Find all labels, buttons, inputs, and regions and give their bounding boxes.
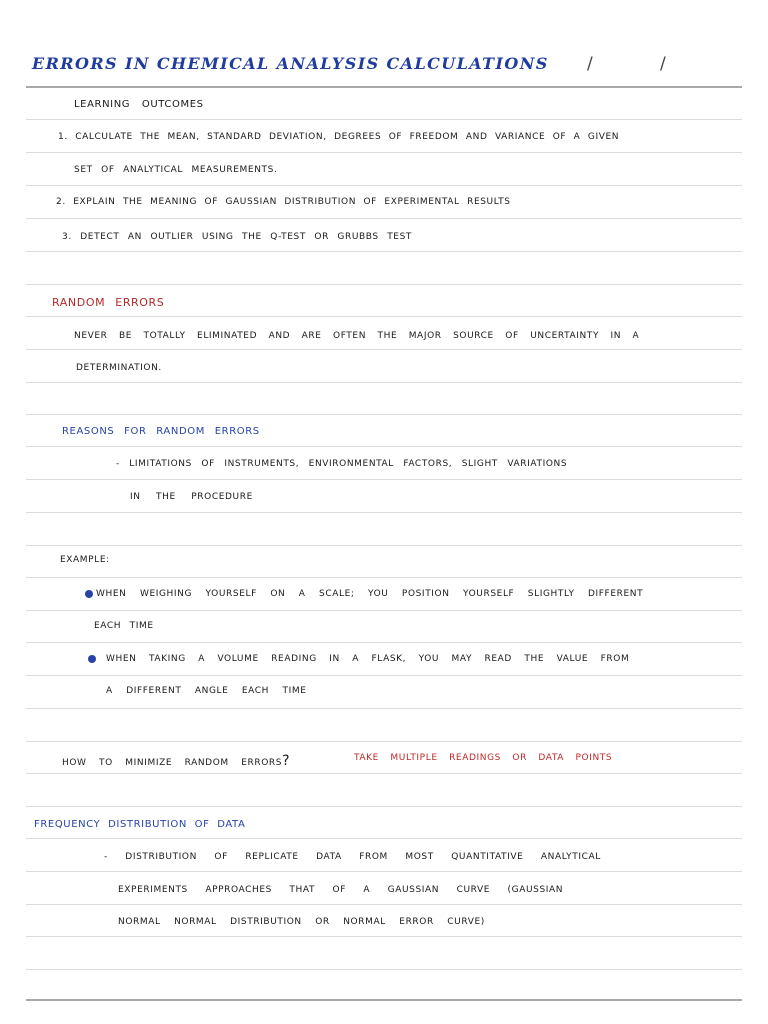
footer-rule bbox=[26, 999, 742, 1001]
frequency-heading: FREQUENCY DISTRIBUTION OF DATA bbox=[34, 819, 246, 830]
ruled-line bbox=[26, 904, 742, 905]
random-errors-text-line-1: NEVER BE TOTALLY ELIMINATED AND ARE OFTEN THE MAJOR SOURCE OF UNCERTAINTY IN A bbox=[74, 331, 640, 341]
bullet-icon bbox=[85, 590, 93, 598]
example-bullet-1-line-1: WHEN WEIGHING YOURSELF ON A SCALE; YOU POSITION YOURSELF SLIGHTLY DIFFERENT bbox=[96, 589, 644, 599]
example-bullet-1-line-2: EACH TIME bbox=[94, 621, 154, 631]
ruled-line bbox=[26, 577, 742, 578]
ruled-line bbox=[26, 512, 742, 513]
reasons-heading: REASONS FOR RANDOM ERRORS bbox=[62, 426, 260, 437]
ruled-line bbox=[26, 773, 742, 774]
ruled-line bbox=[26, 218, 742, 219]
frequency-line-3: NORMAL NORMAL DISTRIBUTION OR NORMAL ERROR CURVE) bbox=[118, 917, 485, 927]
ruled-line bbox=[26, 316, 742, 317]
ruled-line bbox=[26, 741, 742, 742]
random-errors-heading: RANDOM ERRORS bbox=[52, 296, 165, 309]
ruled-line bbox=[26, 382, 742, 383]
ruled-line bbox=[26, 414, 742, 415]
ruled-line bbox=[26, 969, 742, 970]
ruled-line bbox=[26, 936, 742, 937]
ruled-line bbox=[26, 642, 742, 643]
date-slash: / bbox=[587, 54, 594, 74]
frequency-line-1: - DISTRIBUTION OF REPLICATE DATA FROM MOST QUANTITATIVE ANALYTICAL bbox=[104, 852, 601, 862]
ruled-line bbox=[26, 251, 742, 252]
ruled-line bbox=[26, 675, 742, 676]
example-label: EXAMPLE: bbox=[60, 555, 110, 565]
ruled-line bbox=[26, 545, 742, 546]
ruled-line bbox=[26, 152, 742, 153]
ruled-line bbox=[26, 610, 742, 611]
minimize-answer: TAKE MULTIPLE READINGS OR DATA POINTS bbox=[354, 753, 613, 763]
ruled-line bbox=[26, 871, 742, 872]
ruled-line bbox=[26, 185, 742, 186]
header-rule bbox=[26, 86, 742, 88]
reasons-line-1: - LIMITATIONS OF INSTRUMENTS, ENVIRONMENTAL FACTORS, SLIGHT VARIATIONS bbox=[116, 459, 568, 469]
random-errors-text-line-2: DETERMINATION. bbox=[76, 363, 162, 373]
ruled-line bbox=[26, 708, 742, 709]
outcome-2: 2. EXPLAIN THE MEANING OF GAUSSIAN DISTRIBUTION OF EXPERIMENTAL RESULTS bbox=[56, 197, 511, 207]
reasons-line-2: IN THE PROCEDURE bbox=[130, 492, 253, 502]
page-title: ERRORS IN CHEMICAL ANALYSIS CALCULATIONS bbox=[32, 54, 549, 73]
ruled-line bbox=[26, 838, 742, 839]
outcome-1-line-1: 1. CALCULATE THE MEAN, STANDARD DEVIATION, DEGREES OF FREEDOM AND VARIANCE OF A GIVEN bbox=[58, 132, 620, 142]
ruled-line bbox=[26, 806, 742, 807]
outcome-1-line-2: SET OF ANALYTICAL MEASUREMENTS. bbox=[74, 165, 278, 175]
bullet-icon bbox=[88, 655, 96, 663]
minimize-question-text: HOW TO MINIMIZE RANDOM ERRORS bbox=[62, 758, 283, 768]
ruled-line bbox=[26, 446, 742, 447]
ruled-line bbox=[26, 479, 742, 480]
question-mark: ? bbox=[282, 753, 290, 769]
example-bullet-2-line-1: WHEN TAKING A VOLUME READING IN A FLASK, YOU MAY READ THE VALUE FROM bbox=[106, 654, 630, 664]
learning-outcomes-heading: LEARNING OUTCOMES bbox=[74, 99, 204, 110]
outcome-3: 3. DETECT AN OUTLIER USING THE Q-TEST OR GRUBBS TEST bbox=[62, 232, 412, 242]
ruled-line bbox=[26, 284, 742, 285]
example-bullet-2-line-2: A DIFFERENT ANGLE EACH TIME bbox=[106, 686, 307, 696]
frequency-line-2: EXPERIMENTS APPROACHES THAT OF A GAUSSIAN CURVE (GAUSSIAN bbox=[118, 885, 564, 895]
minimize-question bbox=[62, 754, 290, 768]
date-slash: / bbox=[660, 54, 667, 74]
ruled-line bbox=[26, 119, 742, 120]
ruled-line bbox=[26, 349, 742, 350]
